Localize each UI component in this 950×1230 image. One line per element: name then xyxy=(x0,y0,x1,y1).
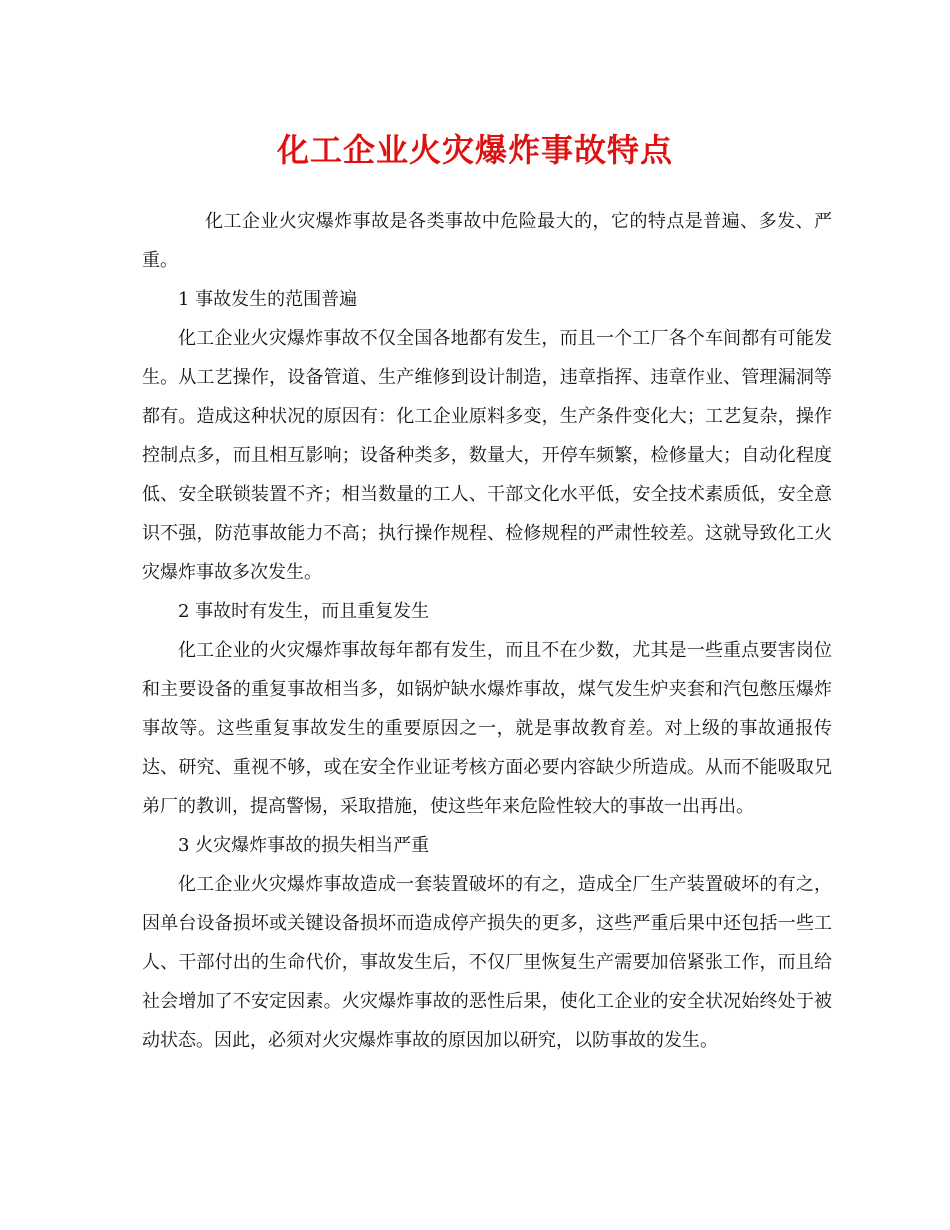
document-body xyxy=(142,202,832,1060)
intro-paragraph: 化工企业火灾爆炸事故是各类事故中危险最大的，它的特点是普遍、多发、严重。 xyxy=(142,211,832,271)
section-1-body: 化工企业火灾爆炸事故不仅全国各地都有发生，而且一个工厂各个车间都有可能发生。从工艺操作，设备管道、生产维修到设计制造，违章指挥、违章作业、管理漏洞等都有。造成这种状况的原因有：化工企业原料多变，生产条件变化大；工艺复杂，操作控制点多，而且相互影响；设备种类多，数量大，开停车频繁，检修量大；自动化程度低、安全联锁装置不齐；相当数量的工人、干部文化水平低，安全技术素质低，安全意识不强，防范事故能力不高；执行操作规程、检修规程的严肃性较差。这就导致化工火灾爆炸事故多次发生。 xyxy=(142,328,832,583)
section-2-body: 化工企业的火灾爆炸事故每年都有发生，而且不在少数，尤其是一些重点要害岗位和主要设备的重复事故相当多，如锅炉缺水爆炸事故，煤气发生炉夹套和汽包憋压爆炸事故等。这些重复事故发生的重要原因之一，就是事故教育差。对上级的事故通报传达、研究、重视不够，或在安全作业证考核方面必要内容缺少所造成。从而不能吸取兄弟厂的教训，提高警惕，采取措施，使这些年来危险性较大的事故一出再出。 xyxy=(142,640,832,817)
section-1-heading: 1 事故发生的范围普遍 xyxy=(178,289,358,310)
section-3-heading: 3 火灾爆炸事故的损失相当严重 xyxy=(178,835,430,856)
section-2-heading: 2 事故时有发生，而且重复发生 xyxy=(178,601,430,622)
document-title: 化工企业火灾爆炸事故特点 xyxy=(276,131,673,169)
section-3-body: 化工企业火灾爆炸事故造成一套装置破坏的有之，造成全厂生产装置破坏的有之，因单台设备损坏或关键设备损坏而造成停产损失的更多，这些严重后果中还包括一些工人、干部付出的生命代价，事故发生后，不仅厂里恢复生产需要加倍紧张工作，而且给社会增加了不安定因素。火灾爆炸事故的恶性后果，使化工企业的安全状况始终处于被动状态。因此，必须对火灾爆炸事故的原因加以研究，以防事故的发生。 xyxy=(142,874,832,1051)
